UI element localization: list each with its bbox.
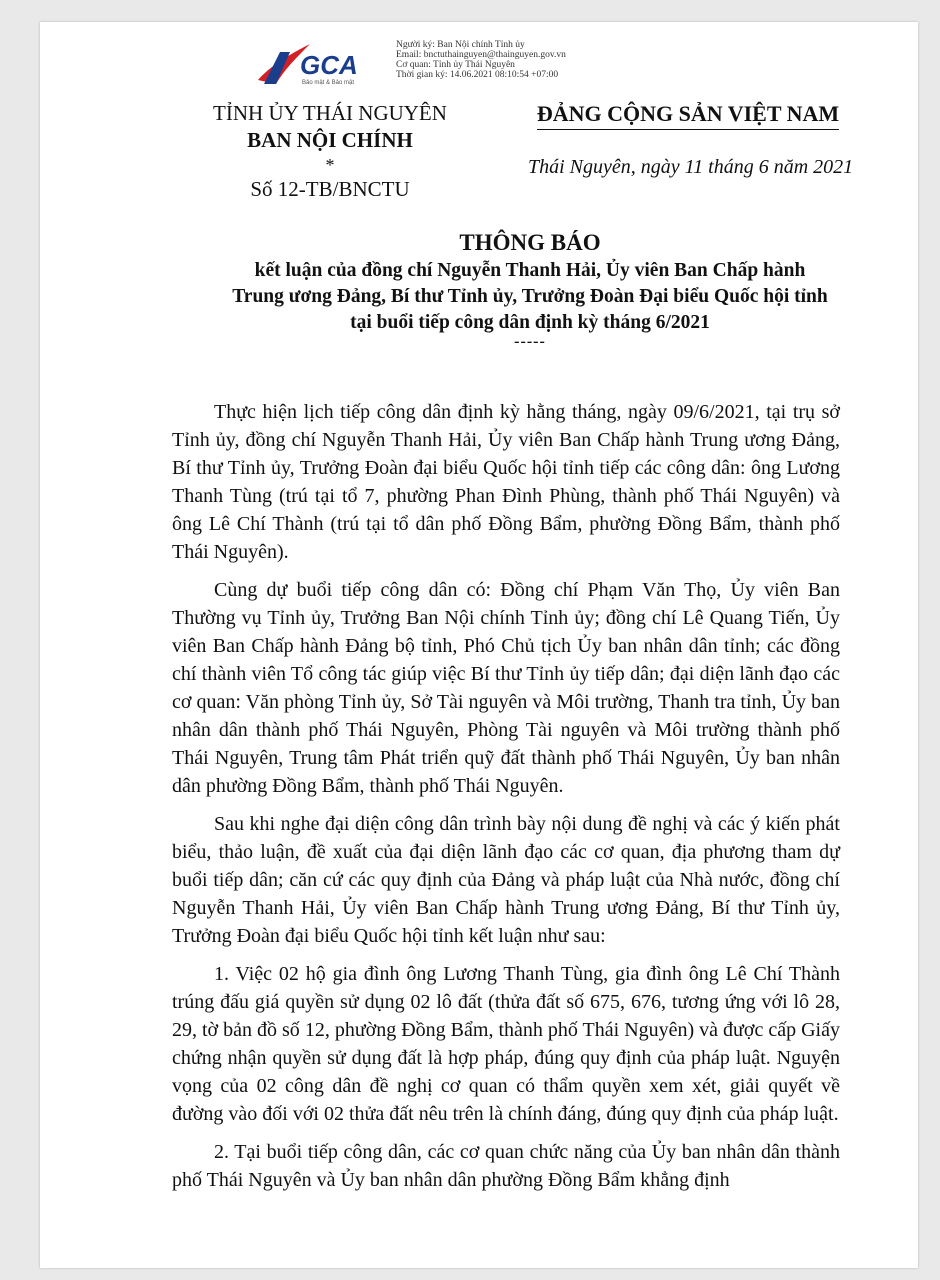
title-main: THÔNG BÁO: [459, 230, 601, 255]
agency-line: Cơ quan: Tỉnh ủy Thái Nguyên: [396, 60, 515, 70]
party-name: ĐẢNG CỘNG SẢN VIỆT NAM: [537, 100, 839, 130]
paragraph: 2. Tại buổi tiếp công dân, các cơ quan chức năng của Ủy ban nhân dân thành phố Thái Nguyên và Ủy ban nhân dân phường Đồng Bẩm khẳng định: [172, 1141, 840, 1191]
title-line-1: kết luận của đồng chí Nguyễn Thanh Hải, Ủy viên Ban Chấp hành: [254, 260, 806, 281]
national-header: [528, 100, 854, 179]
paragraph: Sau khi nghe đại diện công dân trình bày nội dung đề nghị và các ý kiến phát biểu, thảo luận, đề xuất của đại diện lãnh đạo các cơ quan, địa phương tham dự buổi tiếp dân; căn cứ các quy định của Đảng và pháp luật của Nhà nước, đồng chí Nguyễn Thanh Hải, Ủy viên Ban Chấp hành Trung ương Đảng, Bí thư Tỉnh ủy, Trưởng Đoàn đại biểu Quốc hội tỉnh kết luận như sau:: [172, 813, 840, 947]
svg-text:Bảo mật & Bảo mật: Bảo mật & Bảo mật: [302, 80, 355, 86]
document-body: [172, 398, 840, 1204]
org-parent: TỈNH ỦY THÁI NGUYÊN: [213, 101, 447, 125]
paragraph: Cùng dự buổi tiếp công dân có: Đồng chí Phạm Văn Thọ, Ủy viên Ban Thường vụ Tỉnh ủy, Trưởng Ban Nội chính Tỉnh ủy; đồng chí Lê Quang Tiến, Ủy viên Ban Chấp hành Đảng bộ tỉnh, Phó Chủ tịch Ủy ban nhân dân tỉnh; các đồng chí thành viên Tổ công tác giúp việc Bí thư Tỉnh ủy tiếp dân; đại diện lãnh đạo các cơ quan: Văn phòng Tỉnh ủy, Sở Tài nguyên và Môi trường, Thanh tra tỉnh, Ủy ban nhân dân thành phố Thái Nguyên, Phòng Tài nguyên và Môi trường thành phố Thái Nguyên, Trung tâm Phát triển quỹ đất thành phố Thái Nguyên, Ủy ban nhân dân phường Đồng Bẩm, thành phố Thái Nguyên.: [172, 579, 840, 797]
star-separator: *: [325, 155, 335, 175]
title-line-2: Trung ương Đảng, Bí thư Tỉnh ủy, Trưởng Đoàn Đại biểu Quốc hội tỉnh: [232, 286, 828, 307]
signer-line: Người ký: Ban Nội chính Tỉnh ủy: [396, 40, 525, 50]
document-title: [180, 228, 880, 348]
email-line: Email: bnctuthainguyen@thainguyen.gov.vn: [396, 50, 566, 60]
svg-text:GCA: GCA: [300, 50, 358, 80]
place-date: Thái Nguyên, ngày 11 tháng 6 năm 2021: [528, 156, 854, 178]
title-rule: -----: [514, 333, 546, 350]
issuing-agency: [196, 100, 464, 203]
org-unit: BAN NỘI CHÍNH: [247, 128, 413, 152]
paragraph: 1. Việc 02 hộ gia đình ông Lương Thanh Tùng, gia đình ông Lê Chí Thành trúng đấu giá quyền sử dụng 02 lô đất (thửa đất số 675, 676, tương ứng với lô 28, 29, tờ bản đồ số 12, phường Đồng Bẩm, thành phố Thái Nguyên) và được cấp Giấy chứng nhận quyền sử dụng đất là hợp pháp, đúng quy định của pháp luật. Nguyện vọng của 02 công dân đề nghị cơ quan có thẩm quyền xem xét, giải quyết về đường vào đối với 02 thửa đất nêu trên là chính đáng, đúng quy định của pháp luật.: [172, 963, 840, 1125]
signature-info: [396, 40, 566, 80]
title-line-3: tại buổi tiếp công dân định kỳ tháng 6/2021: [350, 312, 710, 333]
signed-time-line: Thời gian ký: 14.06.2021 08:10:54 +07:00: [396, 70, 559, 80]
doc-number: Số 12-TB/BNCTU: [250, 177, 410, 201]
vgca-logo: [250, 36, 390, 90]
paragraph: Thực hiện lịch tiếp công dân định kỳ hằng tháng, ngày 09/6/2021, tại trụ sở Tỉnh ủy, đồng chí Nguyễn Thanh Hải, Ủy viên Ban Chấp hành Trung ương Đảng, Bí thư Tỉnh ủy, Trưởng Đoàn đại biểu Quốc hội tỉnh tiếp các công dân: ông Lương Thanh Tùng (trú tại tổ 7, phường Phan Đình Phùng, thành phố Thái Nguyên) và ông Lê Chí Thành (trú tại tổ dân phố Đồng Bẩm, phường Đồng Bẩm, thành phố Thái Nguyên).: [172, 401, 840, 563]
